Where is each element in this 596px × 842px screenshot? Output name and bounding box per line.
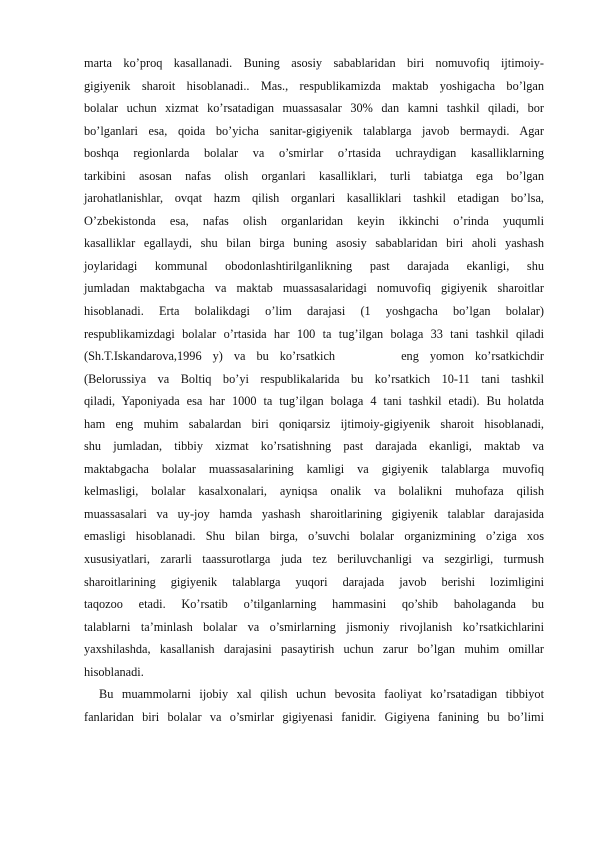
text-line: ham eng muhim sabalardan biri qoniqarsiz ijtimoiy-gigiyenik sharoit hisoblanadi, bbox=[84, 416, 544, 431]
text-line: (Sh.T.Iskandarova,1996 y) va bu ko’rsatkich eng yomon ko’rsatkichdir bbox=[84, 349, 544, 364]
text-line: kelmasligi, bolalar kasalxonalari, ayniqsa onalik va bolalikni muhofaza qilish bbox=[84, 484, 544, 499]
paragraph-first-line: Bu muammolarni ijobiy xal qilish uchun bevosita faoliyat ko’rsatadigan tibbiyot bbox=[99, 687, 544, 702]
text-line: shu jumladan, tibbiy xizmat ko’rsatishning past darajada ekanligi, maktab va bbox=[84, 439, 544, 454]
text-line: xususiyatlari, zararli taassurotlarga juda tez beriluvchanligi va sezgirligi, turmush bbox=[84, 552, 544, 567]
text-line: (Belorussiya va Boltiq bo’yi respublikalarida bu ko’rsatkich 10-11 tani tashkil bbox=[84, 371, 544, 386]
text-line: jarohatlanishlar, ovqat hazm qilish organlari kasalliklari tashkil etadigan bo’lsa, bbox=[84, 191, 544, 206]
text-line: jumladan maktabgacha va maktab muassasalaridagi nomuvofiq gigiyenik sharoitlar bbox=[84, 281, 544, 296]
paragraph-end-line: hisoblanadi. bbox=[84, 664, 144, 679]
text-line: taqozoo etadi. Ko’rsatib o’tilganlarning hammasini qo’shib baholaganda bu bbox=[84, 597, 544, 612]
text-line: talablarni ta’minlash bolalar va o’smirlarning jismoniy rivojlanish ko’rsatkichlarini bbox=[84, 619, 544, 634]
text-line: sharoitlarining gigiyenik talablarga yuqori darajada javob berishi lozimligini bbox=[84, 574, 544, 589]
text-line: yaxshilashda, kasallanish darajasini pasaytirish uchun zarur bo’lgan muhim omillar bbox=[84, 642, 544, 657]
text-line: bo’lganlari esa, qoida bo’yicha sanitar-gigiyenik talablarga javob bermaydi. Agar bbox=[84, 123, 544, 138]
text-line: tarkibini asosan nafas olish organlari kasalliklari, turli tabiatga ega bo’lgan bbox=[84, 168, 544, 183]
text-line: gigiyenik sharoit hisoblanadi.. Mas., respublikamizda maktab yoshigacha bo’lgan bbox=[84, 78, 544, 93]
text-line: kasalliklar egallaydi, shu bilan birga buning asosiy sabablaridan biri aholi yashash bbox=[84, 236, 544, 251]
body-text bbox=[84, 52, 544, 728]
text-line: emasligi hisoblanadi. Shu bilan birga, o’suvchi bolalar organizmining o’ziga xos bbox=[84, 529, 544, 544]
text-line: maktabgacha bolalar muassasalarining kamligi va gigiyenik talablarga muvofiq bbox=[84, 461, 544, 476]
text-line: respublikamizdagi bolalar o’rtasida har 100 ta tug’ilgan bolaga 33 tani tashkil qiladi bbox=[84, 326, 544, 341]
text-line: marta ko’proq kasallanadi. Buning asosiy sabablaridan biri nomuvofiq ijtimoiy- bbox=[84, 56, 544, 70]
text-line: muassasalari va uy-joy hamda yashash sharoitlarining gigiyenik talablar darajasida bbox=[84, 506, 544, 521]
text-line: fanlaridan biri bolalar va o’smirlar gigiyenasi fanidir. Gigiyena fanining bu bo’limi bbox=[84, 709, 544, 724]
text-line: O’zbekistonda esa, nafas olish organlaridan keyin ikkinchi o’rinda yuqumli bbox=[84, 213, 544, 228]
text-line: boshqa regionlarda bolalar va o’smirlar o’rtasida uchraydigan kasalliklarning bbox=[84, 146, 544, 161]
text-line: hisoblanadi. Erta bolalikdagi o’lim darajasi (1 yoshgacha bo’lgan bolalar) bbox=[84, 304, 544, 319]
text-line: qiladi, Yaponiyada esa har 1000 ta tug’ilgan bolaga 4 tani tashkil etadi). Bu holatda bbox=[84, 394, 544, 409]
text-line: bolalar uchun xizmat ko’rsatadigan muassasalar 30% dan kamni tashkil qiladi, bor bbox=[84, 101, 544, 116]
text-line: joylaridagi kommunal obodonlashtirilganlikning past darajada ekanligi, shu bbox=[84, 258, 544, 273]
